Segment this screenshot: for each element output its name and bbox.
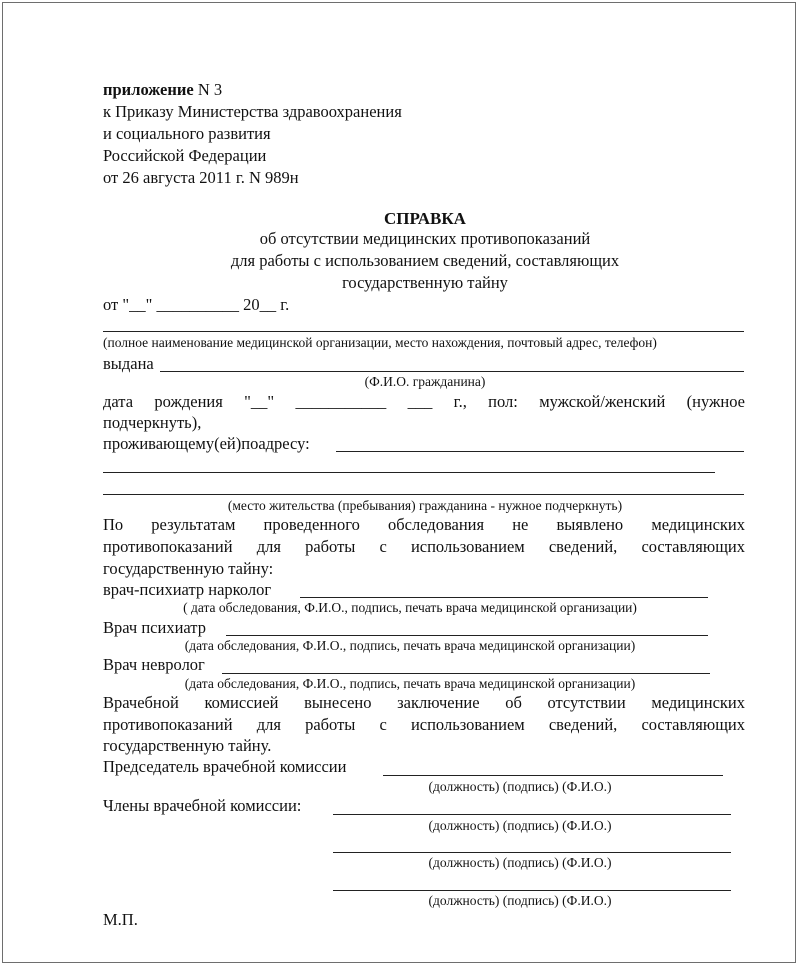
results-line-1: По результатам проведенного обследования не выявлено медицинских — [103, 515, 745, 534]
member-caption-1: (должность) (подпись) (Ф.И.О.) — [428, 818, 612, 833]
results-line-2: противопоказаний для работы с использованием сведений, составляющих — [103, 537, 745, 556]
address-line-3 — [103, 494, 744, 495]
appendix-label: приложение — [103, 80, 194, 99]
narcologist-line — [300, 597, 708, 598]
psychiatrist-line — [226, 635, 708, 636]
ministry-line: и социального развития — [103, 124, 271, 143]
address-label: проживающему(ей)поадресу: — [103, 434, 310, 453]
member-line-1 — [333, 814, 731, 815]
document-title: СПРАВКА — [384, 209, 466, 228]
title-subline-2: для работы с использованием сведений, составляющих — [230, 251, 620, 270]
results-line-3: государственную тайну: — [103, 559, 274, 578]
appendix-number: N 3 — [193, 80, 223, 99]
psychiatrist-caption: (дата обследования, Ф.И.О., подпись, печать врача медицинской организации) — [184, 638, 636, 653]
org-caption: (полное наименование медицинской организации, место нахождения, почтовый адрес, телефон) — [103, 335, 657, 350]
address-line-1 — [336, 451, 744, 452]
narcologist-caption: ( дата обследования, Ф.И.О., подпись, печать врача медицинской организации) — [183, 600, 637, 615]
chair-line — [383, 775, 723, 776]
appendix-line — [103, 82, 222, 99]
org-name-line — [103, 331, 744, 332]
psychiatrist-label: Врач психиатр — [103, 618, 206, 637]
members-label: Члены врачебной комиссии: — [103, 796, 302, 815]
member-caption-3: (должность) (подпись) (Ф.И.О.) — [428, 893, 612, 908]
order-date-line: от 26 августа 2011 г. N 989н — [103, 168, 299, 187]
issued-label: выдана — [103, 354, 154, 373]
address-caption: (место жительства (пребывания) гражданина - нужное подчеркнуть) — [227, 498, 623, 513]
commission-line-3: государственную тайну. — [103, 736, 272, 755]
narcologist-label: врач-психиатр нарколог — [103, 580, 272, 599]
chair-caption: (должность) (подпись) (Ф.И.О.) — [428, 779, 612, 794]
title-subline-1: об отсутствии медицинских противопоказаний — [259, 229, 591, 248]
order-reference-line: к Приказу Министерства здравоохранения — [103, 102, 402, 121]
neurologist-label: Врач невролог — [103, 655, 205, 674]
certificate-date-line: от "__" __________ 20__ г. — [103, 295, 290, 314]
neurologist-line — [222, 673, 710, 674]
member-caption-2: (должность) (подпись) (Ф.И.О.) — [428, 855, 612, 870]
chair-label: Председатель врачебной комиссии — [103, 757, 347, 776]
country-line: Российской Федерации — [103, 146, 267, 165]
neurologist-caption: (дата обследования, Ф.И.О., подпись, печать врача медицинской организации) — [184, 676, 636, 691]
commission-line-1: Врачебной комиссией вынесено заключение об отсутствии медицинских — [103, 693, 745, 712]
birth-line-2: подчеркнуть), — [103, 413, 202, 432]
commission-line-2: противопоказаний для работы с использованием сведений, составляющих — [103, 715, 745, 734]
issued-caption: (Ф.И.О. гражданина) — [364, 374, 486, 389]
member-line-2 — [333, 852, 731, 853]
title-subline-3: государственную тайну — [342, 273, 508, 292]
member-line-3 — [333, 890, 731, 891]
address-line-2 — [103, 472, 715, 473]
birth-line: дата рождения "__" ___________ ___ г., пол: мужской/женский (нужное — [103, 392, 745, 411]
issued-name-line — [160, 371, 744, 372]
stamp-place: М.П. — [103, 910, 138, 929]
